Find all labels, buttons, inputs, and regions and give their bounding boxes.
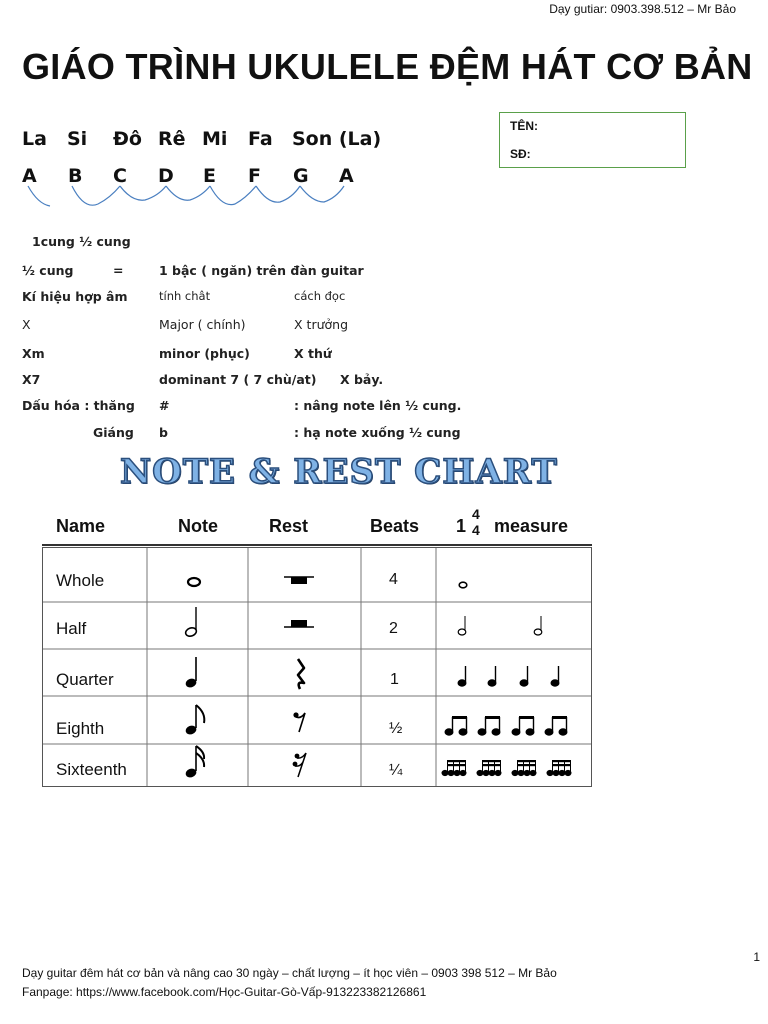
time-signature: [472, 506, 480, 538]
chord-reading: X trưởng: [294, 317, 349, 332]
time-signature-bottom: 4: [472, 522, 480, 538]
interval-arcs: [20, 182, 360, 212]
measure-sixteenth-icon: [442, 760, 571, 776]
solfege-note: La: [22, 128, 47, 150]
flat-label: Giáng: [93, 425, 134, 440]
beats-eighth: ½: [389, 720, 403, 737]
header-contact: Dạy gutiar: 0903.398.512 – Mr Bảo: [549, 2, 736, 16]
solfege-note: Fa: [248, 128, 273, 150]
flat-desc: : hạ note xuống ½ cung: [294, 425, 461, 440]
reading-col-header: cách đọc: [294, 289, 346, 303]
letter-note: B: [68, 165, 83, 187]
letter-note: A: [22, 165, 37, 187]
chord-symbol: Xm: [22, 346, 45, 361]
beats-half: 2: [389, 620, 398, 637]
eighth-rest-icon: [293, 712, 305, 732]
half-step-term: ½ cung: [22, 263, 74, 278]
measure-quarter-icon: [458, 666, 559, 686]
chord-reading: X thứ: [294, 346, 332, 361]
row-label-whole: Whole: [56, 571, 105, 590]
solfege-note: Đô: [113, 128, 142, 150]
page-number: 1: [753, 950, 760, 964]
col-header-name: Name: [56, 516, 106, 536]
beats-whole: 4: [389, 571, 398, 588]
col-header-measure-prefix: 1: [456, 516, 467, 536]
beats-quarter: 1: [390, 671, 399, 688]
measure-whole-icon: [459, 582, 467, 588]
beats-sixteenth: ¼: [389, 762, 403, 779]
col-header-measure: measure: [494, 516, 569, 536]
time-signature-top: 4: [472, 506, 480, 522]
quality-col-header: tính chât: [159, 289, 211, 303]
chord-symbol: X: [22, 317, 31, 332]
solfege-note: Si: [67, 128, 88, 150]
note-symbols: [146, 547, 246, 787]
chord-symbol: X7: [22, 372, 41, 387]
measure-half-icon: [458, 616, 542, 635]
chord-col-header: Kí hiệu hợp âm: [22, 289, 128, 304]
col-header-note: Note: [178, 516, 218, 536]
letter-note: G: [293, 165, 309, 187]
letter-note: F: [248, 165, 261, 187]
sharp-symbol: #: [159, 398, 170, 413]
sixteenth-rest-icon: [293, 753, 306, 777]
row-label-eighth: Eighth: [56, 719, 105, 738]
footer-fanpage-link[interactable]: Fanpage: https://www.facebook.com/Học-Guitar-Gò-Vấp-913223382126861: [22, 985, 427, 999]
sixteenth-note-icon: [184, 746, 204, 779]
solfege-note: Rê: [158, 128, 186, 150]
sharp-desc: : nâng note lên ½ cung.: [294, 398, 462, 413]
page-title: GIÁO TRÌNH UKULELE ĐỆM HÁT CƠ BẢN: [22, 46, 753, 87]
row-label-sixteenth: Sixteenth: [56, 760, 127, 779]
student-info-box: [499, 112, 686, 168]
col-header-beats: Beats: [370, 516, 420, 536]
chord-quality: minor (phục): [159, 346, 250, 361]
letter-note: C: [113, 165, 127, 187]
footer-line-1: Dạy guitar đêm hát cơ bản và nâng cao 30 ngày – chất lượng – ít học viên – 0903 398 512 – Mr Bảo: [22, 966, 557, 980]
measure-examples: [436, 547, 591, 787]
half-note-icon: [184, 607, 197, 638]
half-rest-icon: [284, 620, 314, 627]
col-header-rest: Rest: [269, 516, 309, 536]
chart-title: NOTE & REST CHART: [120, 452, 558, 492]
row-label-quarter: Quarter: [56, 670, 114, 689]
row-label-half: Half: [56, 619, 87, 638]
half-step-eq: =: [113, 263, 124, 278]
quarter-note-icon: [184, 657, 197, 689]
chord-reading: X bảy.: [340, 372, 384, 387]
header-rule: [42, 544, 592, 546]
accidentals-label: Dấu hóa : thăng: [22, 398, 135, 413]
whole-rest-icon: [284, 577, 314, 584]
whole-note-icon: [188, 578, 200, 586]
letter-note: A: [339, 165, 354, 187]
interval-legend: 1cung ½ cung: [32, 234, 131, 249]
letter-note: E: [203, 165, 216, 187]
measure-eighth-icon: [445, 716, 567, 735]
name-label: TÊN:: [510, 119, 538, 133]
half-step-desc: 1 bậc ( ngăn) trên đàn guitar: [159, 263, 364, 278]
chord-quality: Major ( chính): [159, 317, 246, 332]
letter-note: D: [158, 165, 174, 187]
flat-symbol: b: [159, 425, 168, 440]
eighth-note-icon: [184, 705, 204, 736]
chord-quality: dominant 7 ( 7 chù/at): [159, 372, 317, 387]
solfege-note: Son (La): [292, 128, 382, 150]
solfege-note: Mi: [202, 128, 228, 150]
phone-label: SĐ:: [510, 147, 531, 161]
quarter-rest-icon: [298, 659, 304, 689]
rest-symbols: [248, 547, 360, 787]
